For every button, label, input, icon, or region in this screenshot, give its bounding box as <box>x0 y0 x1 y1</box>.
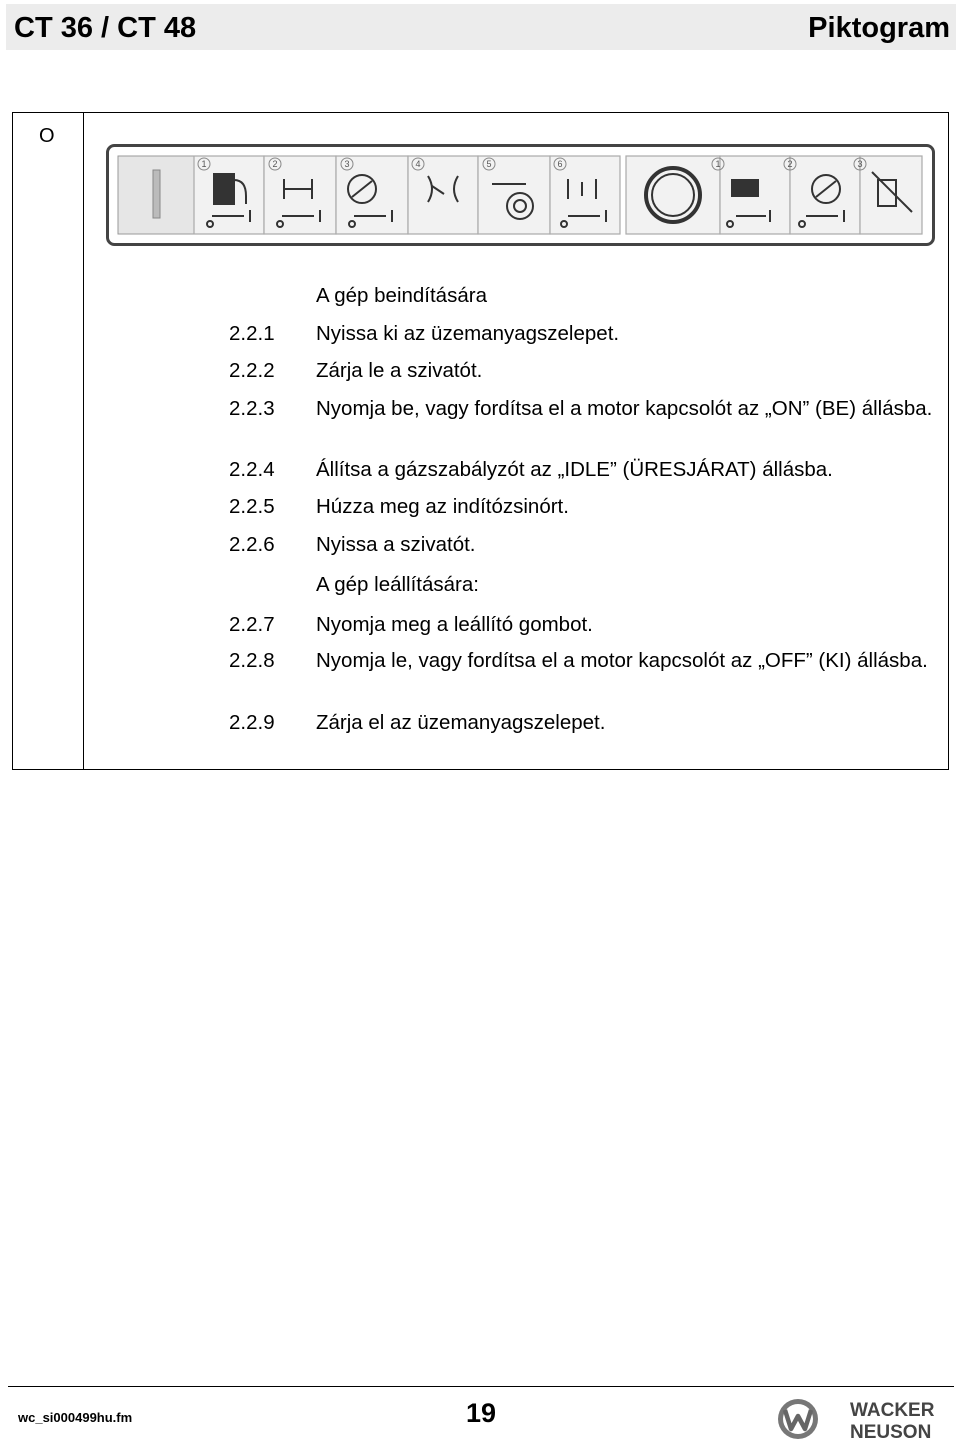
panel-number: 1 <box>201 159 207 169</box>
step-number: 2.2.1 <box>229 322 275 345</box>
wacker-neuson-logo <box>776 1396 956 1442</box>
step-text: Nyomja meg a leállító gombot. <box>316 613 593 636</box>
logo-line2: NEUSON <box>850 1422 932 1442</box>
panel-number: 2 <box>787 159 793 169</box>
footer-divider <box>8 1386 954 1387</box>
column-divider <box>83 113 84 769</box>
stop-heading: A gép leállítására: <box>316 573 479 596</box>
step-text: Állítsa a gázszabályzót az „IDLE” (ÜRESJÁRAT) állásba. <box>316 458 833 481</box>
step-number: 2.2.2 <box>229 359 275 382</box>
page-number: 19 <box>466 1398 497 1428</box>
step-number: 2.2.4 <box>229 458 275 481</box>
model-title: CT 36 / CT 48 <box>14 12 197 44</box>
step-number: 2.2.8 <box>229 649 275 672</box>
section-title: Piktogram <box>808 12 950 44</box>
step-text: Zárja el az üzemanyagszelepet. <box>316 711 606 734</box>
step-text: Nyomja be, vagy fordítsa el a motor kapcsolót az „ON” (BE) állásba. <box>316 397 933 420</box>
step-number: 2.2.5 <box>229 495 275 518</box>
start-heading: A gép beindítására <box>316 284 487 307</box>
step-number: 2.2.6 <box>229 533 275 556</box>
panel-number: 4 <box>415 159 421 169</box>
step-number: 2.2.9 <box>229 711 275 734</box>
panel-number: 5 <box>486 159 492 169</box>
pictogram-decal <box>106 144 935 246</box>
panel-number: 6 <box>557 159 563 169</box>
figure-letter: O <box>39 125 55 147</box>
panel-number: 3 <box>344 159 350 169</box>
step-text: Nyomja le, vagy fordítsa el a motor kapcsolót az „OFF” (KI) állásba. <box>316 649 928 672</box>
logo-mark-icon <box>778 1399 818 1439</box>
logo-line1: WACKER <box>850 1400 935 1421</box>
step-number: 2.2.3 <box>229 397 275 420</box>
step-number: 2.2.7 <box>229 613 275 636</box>
panel-number: 2 <box>272 159 278 169</box>
panel-number: 3 <box>857 159 863 169</box>
footer-filename: wc_si000499hu.fm <box>18 1410 133 1425</box>
panel-number: 1 <box>715 159 721 169</box>
step-text: Húzza meg az indítózsinórt. <box>316 495 569 518</box>
page-header <box>6 4 956 50</box>
step-text: Nyissa a szivatót. <box>316 533 476 556</box>
step-text: Nyissa ki az üzemanyagszelepet. <box>316 322 620 345</box>
step-text: Zárja le a szivatót. <box>316 359 483 382</box>
